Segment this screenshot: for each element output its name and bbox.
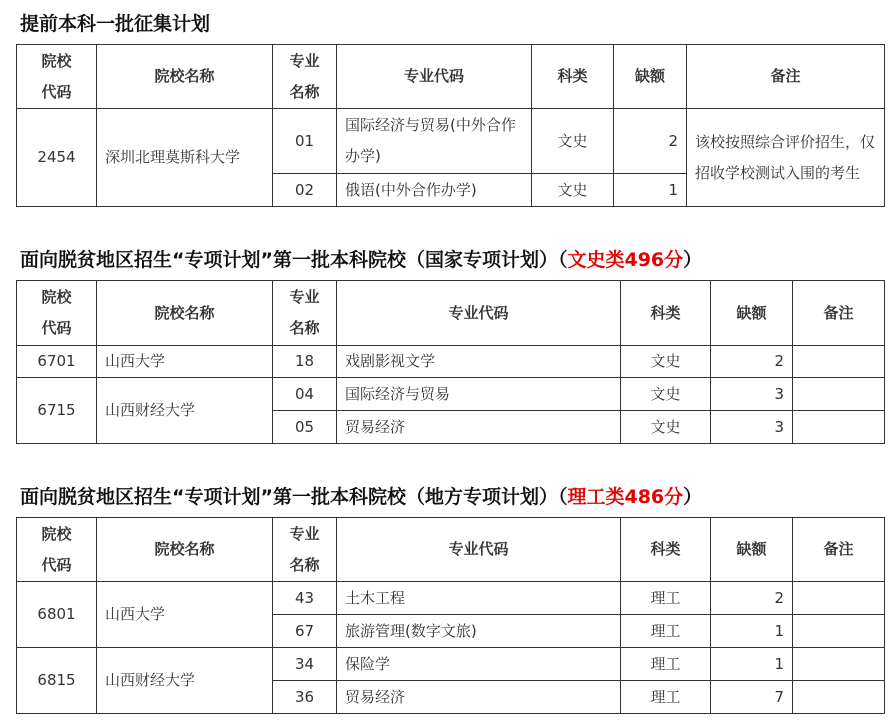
header-school-name: 院校名称 — [97, 45, 273, 109]
major-name: 俄语(中外合作办学) — [337, 174, 532, 207]
header-vacancy: 缺额 — [711, 281, 793, 346]
section-score-highlight: 理工类486分 — [567, 486, 684, 508]
major-name: 国际经济与贸易(中外合作办学) — [337, 109, 532, 174]
school-code: 6801 — [17, 582, 97, 648]
major-category: 文史 — [621, 378, 711, 411]
major-no: 04 — [273, 378, 337, 411]
school-code: 2454 — [17, 109, 97, 207]
header-school-name: 院校名称 — [97, 518, 273, 582]
major-category: 文史 — [621, 411, 711, 444]
header-major-code: 专业代码 — [337, 45, 532, 109]
major-category: 理工 — [621, 582, 711, 615]
major-category: 文史 — [621, 346, 711, 378]
remark — [793, 681, 885, 714]
table-row — [17, 109, 885, 174]
major-category: 理工 — [621, 615, 711, 648]
header-remark: 备注 — [793, 281, 885, 346]
header-major-name: 专业 名称 — [273, 518, 337, 582]
section-title-text: 面向脱贫地区招生“专项计划”第一批本科院校（地方专项计划）（ — [20, 486, 568, 508]
major-category: 文史 — [532, 109, 614, 174]
school-name: 山西大学 — [97, 346, 273, 378]
school-name: 山西财经大学 — [97, 648, 273, 714]
table-row — [17, 648, 885, 681]
major-name: 保险学 — [337, 648, 621, 681]
header-remark: 备注 — [793, 518, 885, 582]
section-title-end: ） — [683, 249, 703, 271]
table-header-row — [17, 281, 885, 346]
section-title-2 — [20, 249, 702, 271]
remark: 该校按照综合评价招生，仅招收学校测试入围的考生 — [687, 109, 885, 207]
section-score-highlight: 文史类496分 — [567, 249, 684, 271]
major-no: 18 — [273, 346, 337, 378]
header-school-code: 院校 代码 — [17, 281, 97, 346]
header-category: 科类 — [621, 518, 711, 582]
school-name: 山西大学 — [97, 582, 273, 648]
section-title-end: ） — [683, 486, 703, 508]
table-section-3 — [16, 517, 885, 714]
header-remark: 备注 — [687, 45, 885, 109]
major-name: 旅游管理(数字文旅) — [337, 615, 621, 648]
major-category: 理工 — [621, 681, 711, 714]
table-header-row — [17, 45, 885, 109]
section-title-3 — [20, 486, 702, 508]
remark — [793, 411, 885, 444]
header-category: 科类 — [532, 45, 614, 109]
major-vacancy: 2 — [711, 582, 793, 615]
major-no: 43 — [273, 582, 337, 615]
table-section-2 — [16, 280, 885, 444]
major-vacancy: 7 — [711, 681, 793, 714]
major-category: 文史 — [532, 174, 614, 207]
school-code: 6715 — [17, 378, 97, 444]
school-code: 6701 — [17, 346, 97, 378]
major-vacancy: 3 — [711, 378, 793, 411]
major-name: 贸易经济 — [337, 681, 621, 714]
remark — [793, 615, 885, 648]
header-category: 科类 — [621, 281, 711, 346]
major-no: 34 — [273, 648, 337, 681]
school-code: 6815 — [17, 648, 97, 714]
header-school-name: 院校名称 — [97, 281, 273, 346]
header-major-code: 专业代码 — [337, 518, 621, 582]
major-vacancy: 1 — [711, 615, 793, 648]
major-vacancy: 2 — [614, 109, 687, 174]
section-title-1 — [20, 13, 210, 35]
major-vacancy: 2 — [711, 346, 793, 378]
table-row — [17, 582, 885, 615]
table-row — [17, 346, 885, 378]
header-school-code: 院校 代码 — [17, 45, 97, 109]
major-vacancy: 3 — [711, 411, 793, 444]
remark — [793, 582, 885, 615]
major-no: 01 — [273, 109, 337, 174]
header-major-name: 专业 名称 — [273, 45, 337, 109]
major-vacancy: 1 — [711, 648, 793, 681]
major-category: 理工 — [621, 648, 711, 681]
table-section-1 — [16, 44, 885, 207]
table-row — [17, 378, 885, 411]
header-major-code: 专业代码 — [337, 281, 621, 346]
major-no: 02 — [273, 174, 337, 207]
school-name: 山西财经大学 — [97, 378, 273, 444]
remark — [793, 346, 885, 378]
section-title-text: 面向脱贫地区招生“专项计划”第一批本科院校（国家专项计划）（ — [20, 249, 568, 271]
major-vacancy: 1 — [614, 174, 687, 207]
remark — [793, 648, 885, 681]
header-vacancy: 缺额 — [614, 45, 687, 109]
table-header-row — [17, 518, 885, 582]
major-no: 36 — [273, 681, 337, 714]
major-name: 戏剧影视文学 — [337, 346, 621, 378]
major-name: 国际经济与贸易 — [337, 378, 621, 411]
remark — [793, 378, 885, 411]
section-title-text: 提前本科一批征集计划 — [20, 13, 211, 35]
major-name: 贸易经济 — [337, 411, 621, 444]
header-school-code: 院校 代码 — [17, 518, 97, 582]
header-vacancy: 缺额 — [711, 518, 793, 582]
header-major-name: 专业 名称 — [273, 281, 337, 346]
major-no: 05 — [273, 411, 337, 444]
school-name: 深圳北理莫斯科大学 — [97, 109, 273, 207]
major-name: 土木工程 — [337, 582, 621, 615]
major-no: 67 — [273, 615, 337, 648]
